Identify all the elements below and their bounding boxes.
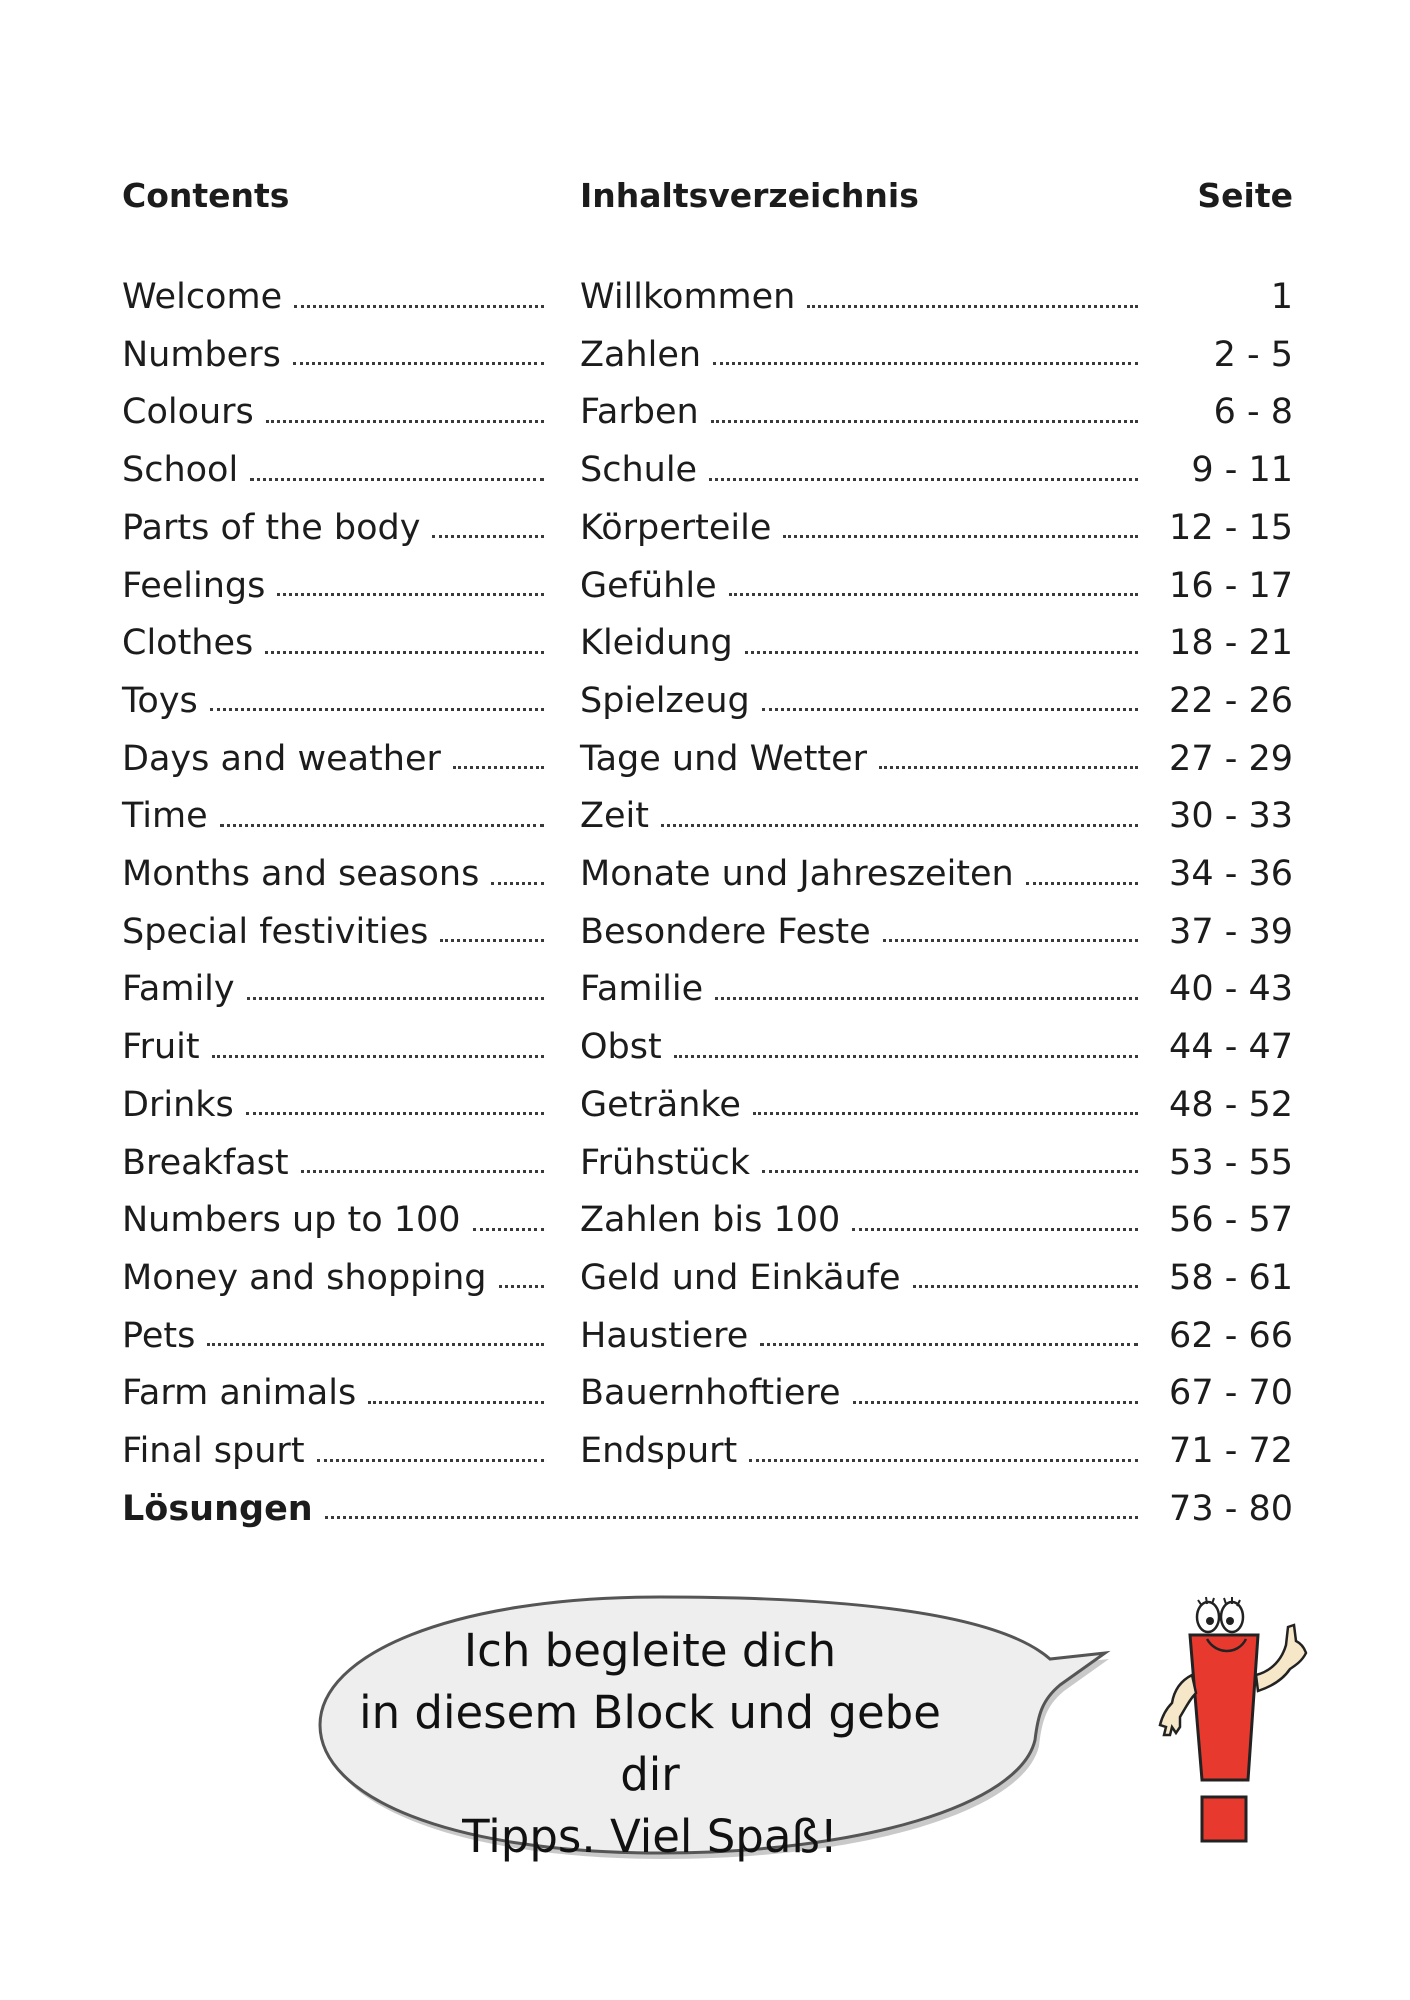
- dot-leader: [266, 420, 544, 423]
- german-title: Besondere Feste: [580, 911, 871, 952]
- dot-leader: [760, 1343, 1138, 1346]
- english-title: Feelings: [122, 565, 266, 606]
- toc-header: [0, 174, 1410, 218]
- german-title: Obst: [580, 1027, 662, 1068]
- toc-row: [0, 383, 1410, 441]
- page-range: 56 - 57: [1169, 1200, 1293, 1241]
- german-title: Haustiere: [580, 1315, 749, 1356]
- page-range: 22 - 26: [1169, 680, 1293, 721]
- toc-row: [0, 845, 1410, 903]
- english-title-cell: [122, 499, 544, 557]
- mascot-section: [300, 1575, 1310, 1875]
- german-title: Kleidung: [580, 623, 733, 664]
- dot-leader: [368, 1401, 544, 1404]
- page-range: 9 - 11: [1191, 450, 1293, 491]
- german-title: Farben: [580, 392, 699, 433]
- dot-leader: [879, 766, 1138, 769]
- german-title-cell: [580, 499, 1138, 557]
- german-title-cell: [580, 845, 1138, 903]
- page-range: 34 - 36: [1169, 854, 1293, 894]
- english-title-cell: [122, 845, 544, 903]
- dot-leader: [301, 1170, 544, 1173]
- german-title: Spielzeug: [580, 680, 750, 721]
- dot-leader: [883, 939, 1138, 942]
- english-title: Special festivities: [122, 911, 429, 952]
- english-title: Parts of the body: [122, 507, 421, 548]
- english-title: Colours: [122, 392, 254, 433]
- german-title-cell: [580, 787, 1138, 845]
- dot-leader: [661, 824, 1138, 827]
- english-title: Fruit: [122, 1027, 200, 1068]
- dot-leader: [250, 478, 544, 481]
- toc-row: [0, 268, 1410, 326]
- german-title-cell: [580, 1307, 1138, 1365]
- toc-row: [0, 1422, 1410, 1480]
- toc-row: [0, 730, 1410, 788]
- page-range: 6 - 8: [1213, 392, 1293, 433]
- solutions-page-range: 73 - 80: [1169, 1488, 1293, 1529]
- english-title: Days and weather: [122, 738, 441, 779]
- solutions-cell: [122, 1480, 1138, 1538]
- dot-leader: [440, 939, 544, 942]
- german-title-cell: [580, 1134, 1138, 1192]
- german-title: Getränke: [580, 1084, 741, 1125]
- dot-leader: [210, 708, 544, 711]
- page-range: 30 - 33: [1169, 796, 1293, 837]
- dot-leader: [453, 766, 544, 769]
- dot-leader: [709, 478, 1138, 481]
- toc-row: [0, 1364, 1410, 1422]
- toc-row: [0, 614, 1410, 672]
- dot-leader: [265, 651, 544, 654]
- english-title: School: [122, 450, 239, 491]
- english-title: Numbers up to 100: [122, 1200, 461, 1241]
- english-title-cell: [122, 1364, 544, 1422]
- speech-line-3: Tipps. Viel Spaß!: [462, 1810, 838, 1863]
- english-title: Months and seasons: [122, 854, 480, 894]
- english-title: Breakfast: [122, 1142, 289, 1183]
- dot-leader: [220, 824, 544, 827]
- english-title-cell: [122, 441, 544, 499]
- mascot-eyes: [1197, 1597, 1243, 1632]
- page-range: 16 - 17: [1169, 565, 1293, 606]
- toc-row: [0, 557, 1410, 615]
- toc-row: [0, 1018, 1410, 1076]
- german-title-cell: [580, 1018, 1138, 1076]
- toc-row-solutions: [0, 1480, 1410, 1538]
- dot-leader: [711, 420, 1138, 423]
- dot-leader: [212, 1055, 544, 1058]
- dot-leader: [749, 1459, 1138, 1462]
- german-title: Familie: [580, 969, 704, 1010]
- dot-leader: [1026, 882, 1138, 885]
- english-title-cell: [122, 557, 544, 615]
- english-title-cell: [122, 960, 544, 1018]
- english-title-cell: [122, 1018, 544, 1076]
- heading-contents: Contents: [122, 176, 290, 215]
- english-title: Pets: [122, 1315, 196, 1356]
- german-title: Gefühle: [580, 565, 717, 606]
- page-range: 40 - 43: [1169, 969, 1293, 1010]
- dot-leader: [853, 1401, 1138, 1404]
- page-range: 44 - 47: [1169, 1027, 1293, 1068]
- dot-leader: [317, 1459, 544, 1462]
- page-range: 71 - 72: [1169, 1431, 1293, 1471]
- english-title-cell: [122, 326, 544, 384]
- dot-leader: [293, 362, 544, 365]
- german-title: Zeit: [580, 796, 649, 837]
- german-title-cell: [580, 383, 1138, 441]
- german-title-cell: [580, 614, 1138, 672]
- english-title: Toys: [122, 680, 198, 721]
- german-title-cell: [580, 326, 1138, 384]
- english-title-cell: [122, 1191, 544, 1249]
- toc-row: [0, 787, 1410, 845]
- toc-row: [0, 960, 1410, 1018]
- solutions-title: Lösungen: [122, 1488, 313, 1529]
- dot-leader: [247, 997, 544, 1000]
- english-title-cell: [122, 787, 544, 845]
- english-title: Final spurt: [122, 1431, 305, 1471]
- toc-row: [0, 441, 1410, 499]
- page-range: 48 - 52: [1169, 1084, 1293, 1125]
- dot-leader: [713, 362, 1138, 365]
- dot-leader: [499, 1285, 544, 1288]
- heading-inhaltsverzeichnis: Inhaltsverzeichnis: [580, 176, 919, 215]
- english-title-cell: [122, 730, 544, 788]
- speech-bubble-text: [340, 1620, 960, 1868]
- english-title-cell: [122, 614, 544, 672]
- german-title-cell: [580, 903, 1138, 961]
- page-range: 62 - 66: [1169, 1315, 1293, 1356]
- toc-row: [0, 326, 1410, 384]
- german-title: Zahlen bis 100: [580, 1200, 841, 1241]
- exclamation-mascot-icon: [1160, 1597, 1306, 1841]
- english-title-cell: [122, 1134, 544, 1192]
- english-title: Welcome: [122, 277, 283, 317]
- toc-row: [0, 1191, 1410, 1249]
- german-title-cell: [580, 1364, 1138, 1422]
- german-title: Endspurt: [580, 1431, 738, 1471]
- page-range: 12 - 15: [1169, 507, 1293, 548]
- toc-row: [0, 672, 1410, 730]
- dot-leader: [325, 1516, 1138, 1519]
- dot-leader: [473, 1228, 544, 1231]
- german-title: Tage und Wetter: [580, 738, 868, 779]
- german-title-cell: [580, 960, 1138, 1018]
- dot-leader: [729, 593, 1138, 596]
- page-range: 67 - 70: [1169, 1373, 1293, 1414]
- english-title: Clothes: [122, 623, 254, 664]
- toc-row: [0, 499, 1410, 557]
- toc-row: [0, 1249, 1410, 1307]
- toc-row: [0, 1307, 1410, 1365]
- dot-leader: [783, 535, 1138, 538]
- german-title: Schule: [580, 450, 698, 491]
- dot-leader: [852, 1228, 1138, 1231]
- german-title: Körperteile: [580, 507, 772, 548]
- english-title: Numbers: [122, 334, 281, 375]
- dot-leader: [246, 1112, 544, 1115]
- toc-row: [0, 1134, 1410, 1192]
- toc-row: [0, 1076, 1410, 1134]
- dot-leader: [753, 1112, 1138, 1115]
- page-range: 1: [1270, 277, 1293, 317]
- dot-leader: [807, 305, 1138, 308]
- english-title-cell: [122, 383, 544, 441]
- german-title: Willkommen: [580, 277, 796, 317]
- dot-leader: [762, 708, 1138, 711]
- dot-leader: [277, 593, 544, 596]
- english-title-cell: [122, 903, 544, 961]
- heading-seite: Seite: [1197, 176, 1293, 215]
- german-title-cell: [580, 1422, 1138, 1480]
- english-title: Farm animals: [122, 1373, 357, 1414]
- english-title: Time: [122, 796, 208, 837]
- dot-leader: [674, 1055, 1138, 1058]
- english-title-cell: [122, 1076, 544, 1134]
- toc-row: [0, 903, 1410, 961]
- german-title: Zahlen: [580, 334, 702, 375]
- german-title-cell: [580, 441, 1138, 499]
- german-title-cell: [580, 730, 1138, 788]
- dot-leader: [715, 997, 1138, 1000]
- english-title-cell: [122, 672, 544, 730]
- dot-leader: [745, 651, 1138, 654]
- german-title-cell: [580, 268, 1138, 326]
- english-title: Family: [122, 969, 235, 1010]
- speech-line-2: in diesem Block und gebe dir: [359, 1686, 941, 1801]
- page-range: 27 - 29: [1169, 738, 1293, 779]
- page-range: 58 - 61: [1169, 1257, 1293, 1298]
- page-range: 37 - 39: [1169, 911, 1293, 952]
- dot-leader: [432, 535, 544, 538]
- dot-leader: [913, 1285, 1138, 1288]
- german-title-cell: [580, 1076, 1138, 1134]
- page-range: 18 - 21: [1169, 623, 1293, 664]
- english-title-cell: [122, 1249, 544, 1307]
- speech-line-1: Ich begleite dich: [463, 1624, 837, 1677]
- dot-leader: [762, 1170, 1138, 1173]
- german-title-cell: [580, 557, 1138, 615]
- german-title: Bauernhoftiere: [580, 1373, 841, 1414]
- dot-leader: [294, 305, 544, 308]
- english-title-cell: [122, 1307, 544, 1365]
- german-title: Monate und Jahreszeiten: [580, 854, 1014, 894]
- german-title-cell: [580, 672, 1138, 730]
- english-title: Money and shopping: [122, 1257, 487, 1298]
- german-title-cell: [580, 1191, 1138, 1249]
- page-range: 2 - 5: [1213, 334, 1293, 375]
- german-title: Geld und Einkäufe: [580, 1257, 901, 1298]
- english-title: Drinks: [122, 1084, 234, 1125]
- english-title-cell: [122, 1422, 544, 1480]
- english-title-cell: [122, 268, 544, 326]
- dot-leader: [207, 1343, 544, 1346]
- page-range: 53 - 55: [1169, 1142, 1293, 1183]
- dot-leader: [491, 882, 544, 885]
- german-title-cell: [580, 1249, 1138, 1307]
- german-title: Frühstück: [580, 1142, 750, 1183]
